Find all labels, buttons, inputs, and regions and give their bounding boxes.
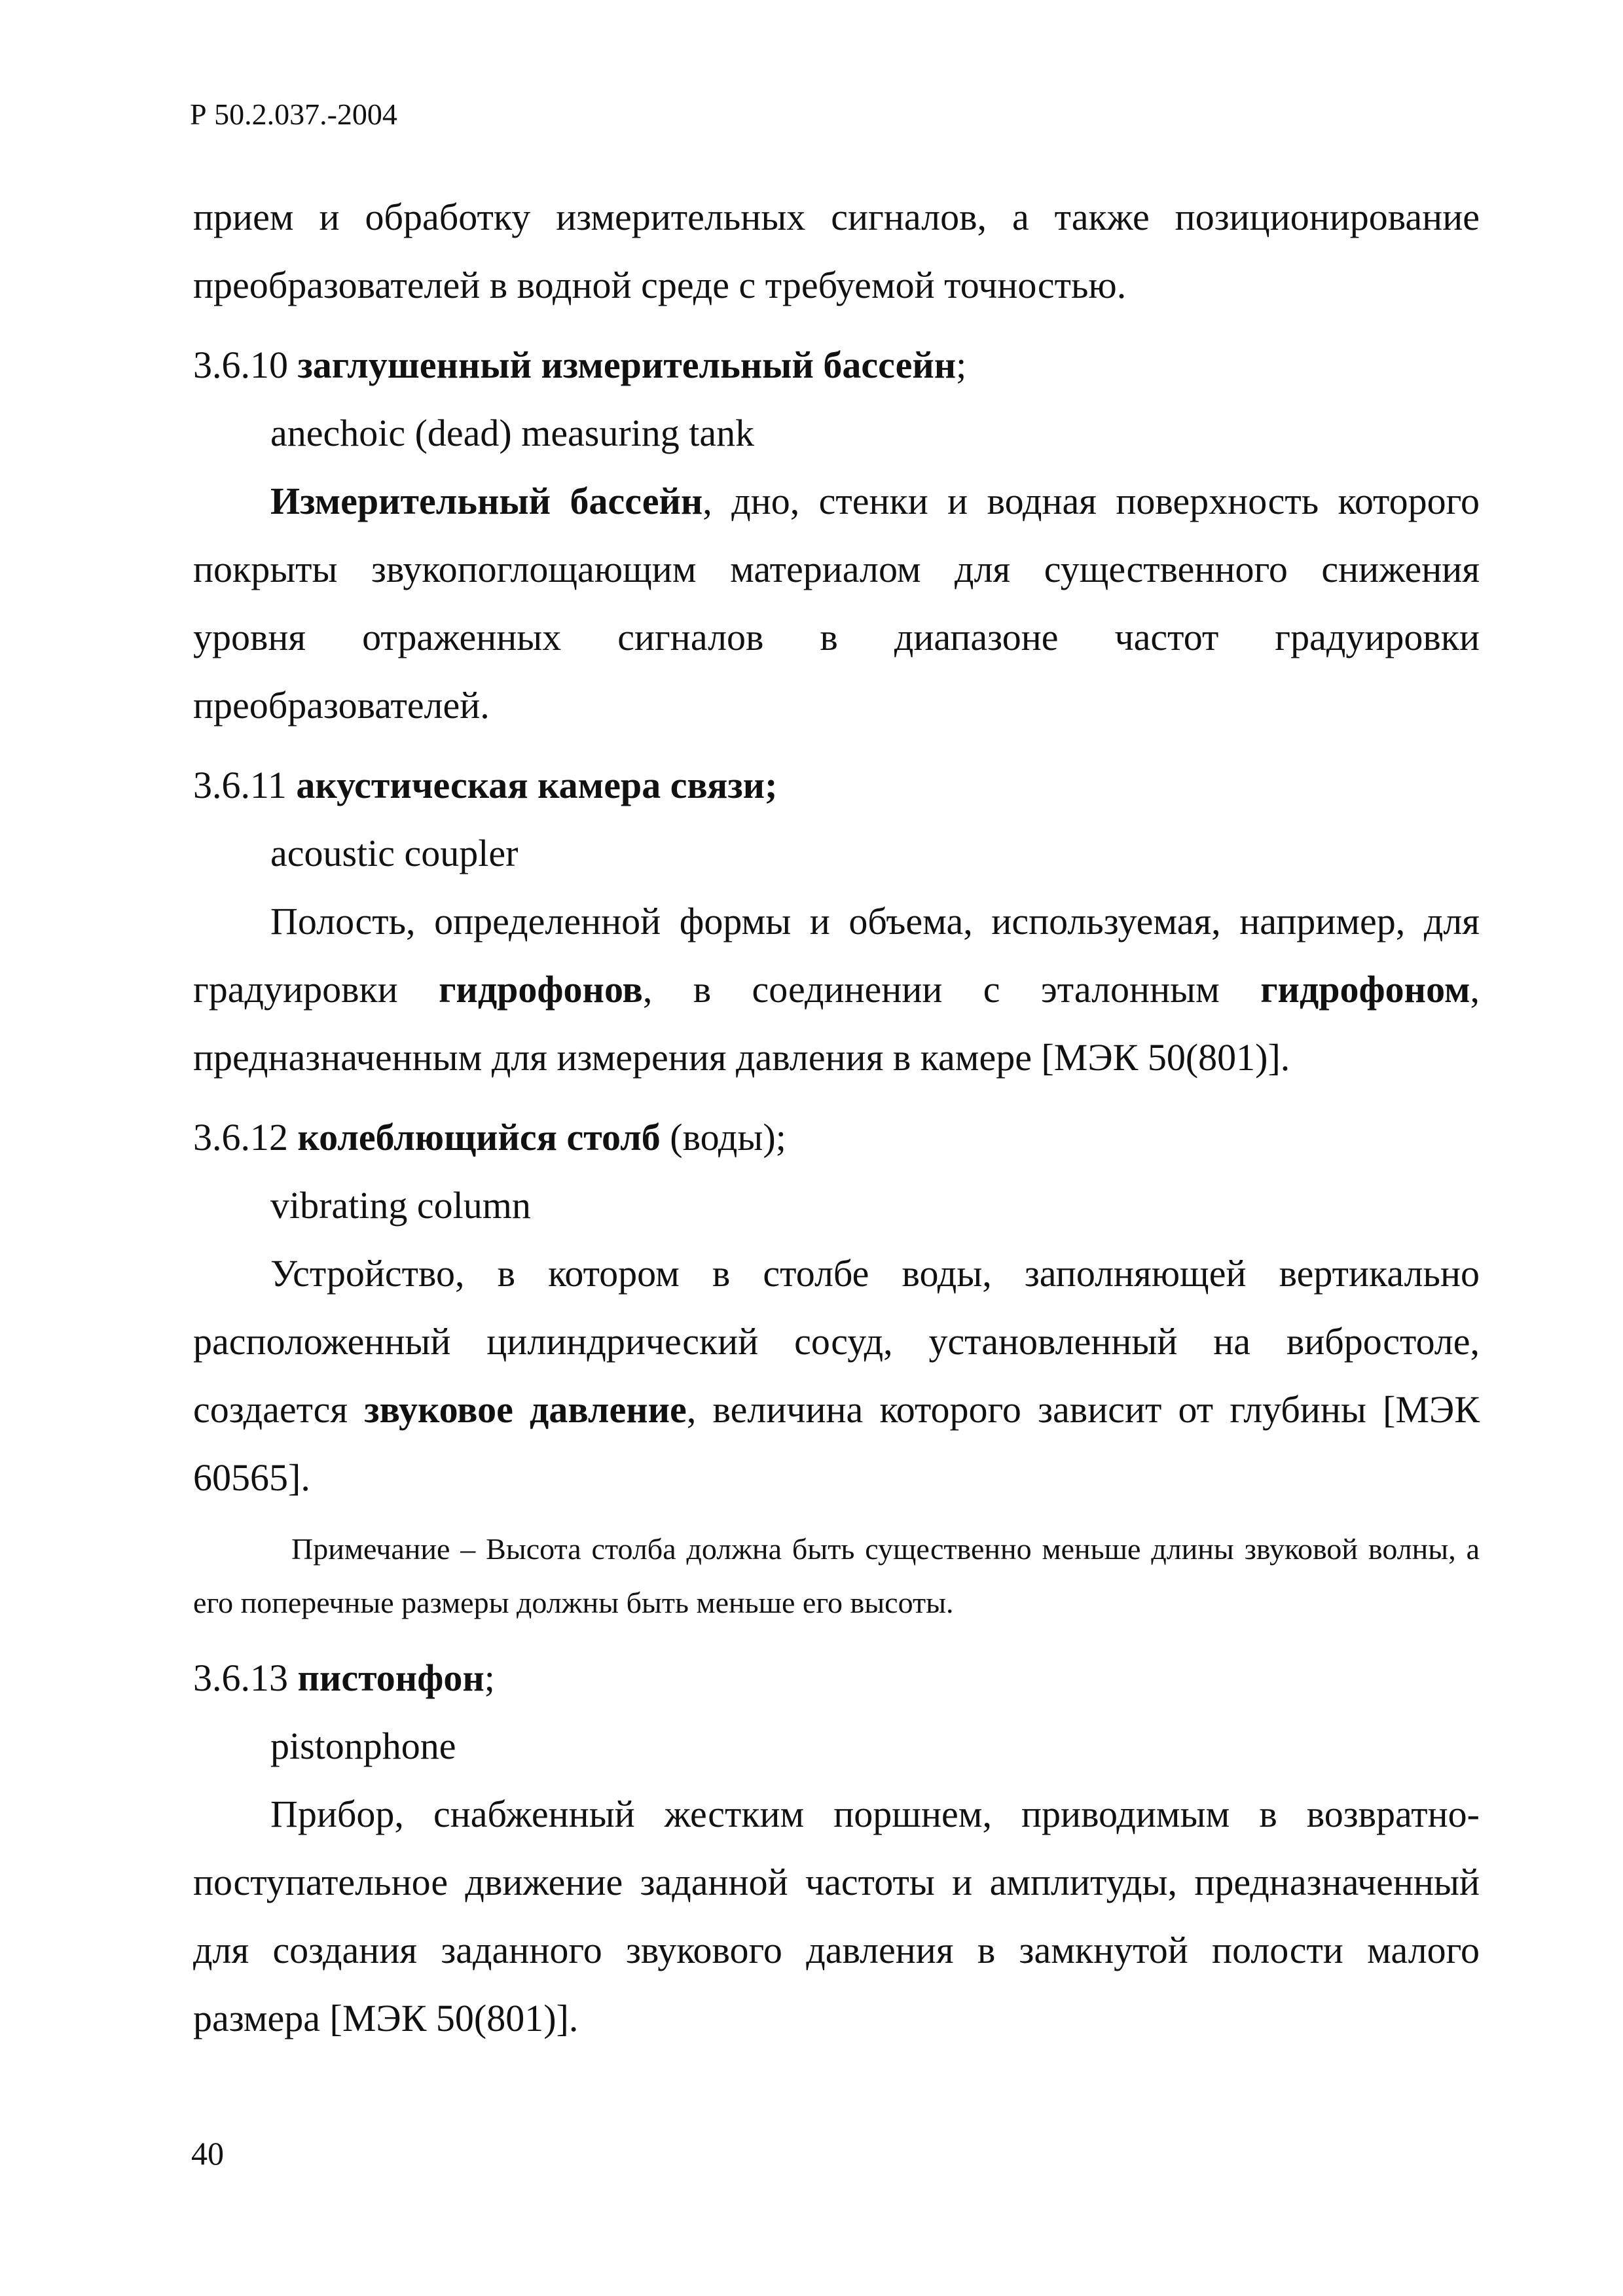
definition-text-1: Устройство, в котором в столбе воды, заполняющей вертикально расположенный цилиндрический сосуд, установленный на вибростоле, создается xyxy=(193,1252,1480,1431)
term-definition: Прибор, снабженный жестким поршнем, приводимым в возвратно-поступательное движение заданной частоты и амплитуды, предназначенный для создания заданного звукового давления в замкнутой полости малого размера [МЭК 50(801)]. xyxy=(193,1793,1480,2039)
definition-text-2: , в соединении с эталонным xyxy=(642,968,1261,1011)
term-punct: ; xyxy=(484,1657,495,1699)
term-heading xyxy=(193,331,1480,399)
term-definition xyxy=(193,1240,1480,1512)
definition-bold-1: гидрофонов xyxy=(439,968,643,1011)
term-english: acoustic coupler xyxy=(270,832,519,874)
page-number: 40 xyxy=(191,2135,224,2172)
term-number: 3.6.12 xyxy=(193,1116,288,1158)
term-definition xyxy=(193,467,1480,740)
term-heading xyxy=(193,751,1480,819)
definition-bold-2: гидрофоном xyxy=(1260,968,1470,1011)
term-note: Примечание – Высота столба должна быть существенно меньше длины звуковой волны, а его поперечные размеры должны быть меньше его высоты. xyxy=(193,1532,1480,1619)
definition-text-1: Полость, определенной формы и объема, используемая, например, для градуировки xyxy=(193,900,1480,1011)
term-number: 3.6.11 xyxy=(193,764,287,806)
term-qualifier: (воды); xyxy=(660,1116,786,1158)
term-entry-3-6-10 xyxy=(193,331,1480,740)
term-name: акустическая камера связи; xyxy=(296,764,778,806)
term-heading xyxy=(193,1103,1480,1172)
term-entry-3-6-11 xyxy=(193,751,1480,1092)
term-heading xyxy=(193,1644,1480,1712)
term-name: заглушенный измерительный бассейн xyxy=(297,344,957,386)
term-english: pistonphone xyxy=(270,1725,456,1767)
definition-text: , дно, стенки и водная поверхность которого покрыты звукопоглощающим материалом для существенного снижения уровня отраженных сигналов в диапазоне частот градуировки преобразователей. xyxy=(193,480,1480,726)
term-definition xyxy=(193,888,1480,1092)
term-english: vibrating column xyxy=(270,1184,531,1227)
term-name: колеблющийся столб xyxy=(297,1116,661,1158)
term-name: пистонфон xyxy=(297,1657,484,1699)
term-entry-3-6-13 xyxy=(193,1644,1480,2053)
definition-text-3: , предназначенным для измерения давления в камере [МЭК 50(801)]. xyxy=(193,968,1480,1079)
term-english: anechoic (dead) measuring tank xyxy=(270,412,755,454)
definition-bold-term: Измерительный бассейн xyxy=(270,480,703,522)
term-entry-3-6-12 xyxy=(193,1103,1480,1630)
term-number: 3.6.10 xyxy=(193,344,288,386)
definition-text-2: , величина которого зависит от глубины [МЭК 60565]. xyxy=(193,1388,1480,1499)
page-body xyxy=(193,183,1480,2053)
continuation-line-1: прием и обработку измерительных сигналов, а также позиционирование xyxy=(193,196,1480,238)
document-code: Р 50.2.037.-2004 xyxy=(190,98,397,131)
term-punct: ; xyxy=(956,344,967,386)
continuation-line-2: преобразователей в водной среде с требуемой точностью. xyxy=(193,264,1127,306)
term-number: 3.6.13 xyxy=(193,1657,288,1699)
definition-bold: звуковое давление xyxy=(364,1388,687,1431)
